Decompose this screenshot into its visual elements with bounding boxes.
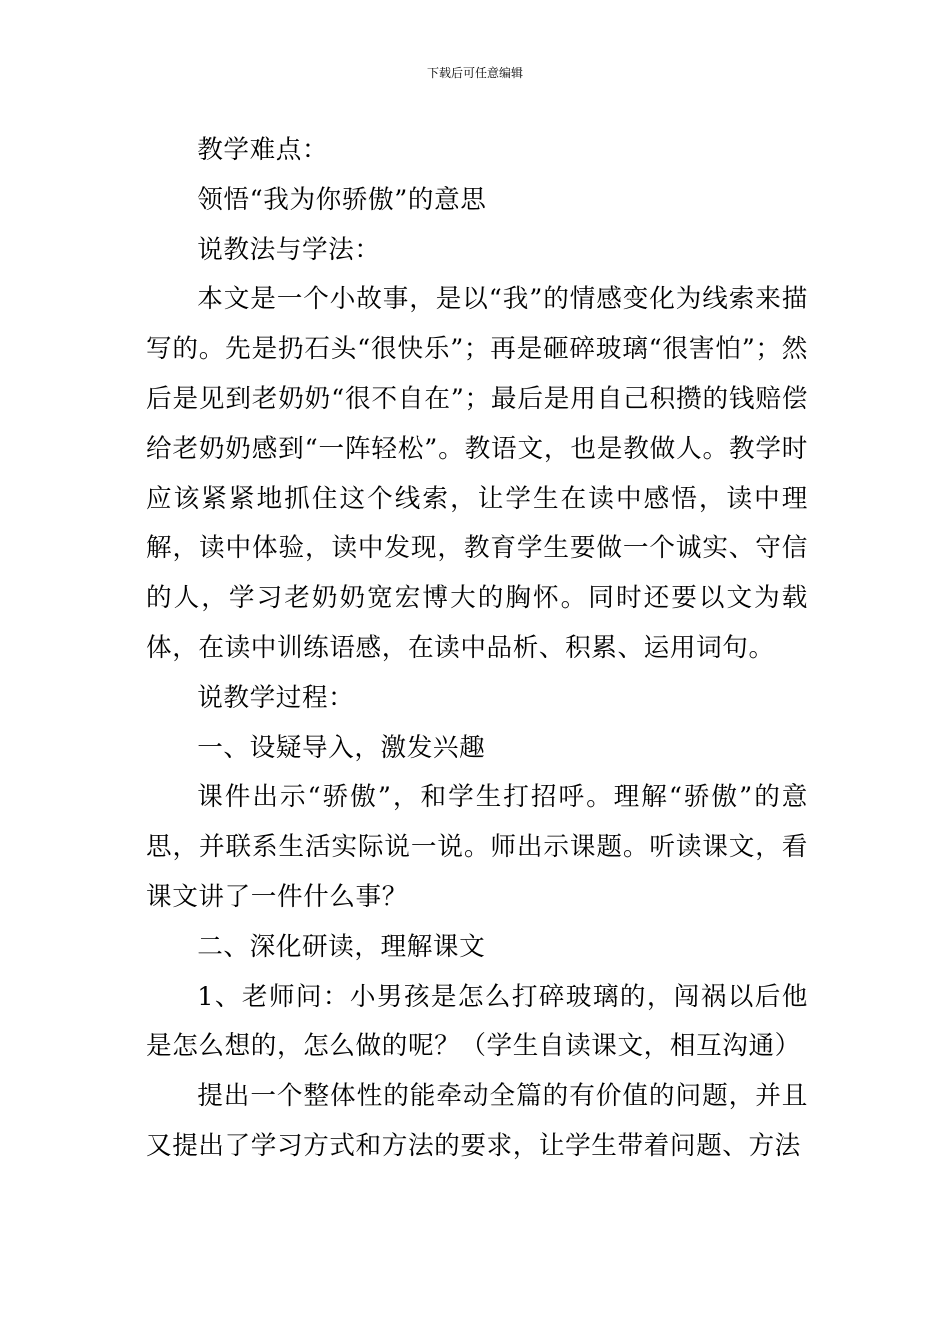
document-body	[146, 126, 808, 1172]
paragraph-teaching-difficulty-heading: 教学难点：	[197, 135, 329, 165]
paragraph-question-one-comment: 提出一个整体性的能牵动全篇的有价值的问题，并且又提出了学习方式和方法的要求，让学生带着问题、方法	[146, 1081, 808, 1161]
paragraph-section-one-body: 课件出示“骄傲”，和学生打招呼。理解“骄傲”的意思，并联系生活实际说一说。师出示课题。听读课文，看课文讲了一件什么事？	[146, 782, 808, 912]
page-header: 下载后可任意编辑	[426, 66, 523, 80]
paragraph-section-one-heading: 一、设疑导入，激发兴趣	[197, 732, 486, 763]
paragraph-methods-body: 本文是一个小故事，是以“我”的情感变化为线索来描写的。先是扔石头“很快乐”；再是砸碎玻璃“很害怕”；然后是见到老奶奶“很不自在”；最后是用自己积攒的钱赔偿给老奶奶感到“一阵轻松”。教语文，也是教做人。教学时应该紧紧地抓住这个线索，让学生在读中感悟，读中理解，读中体验，读中发现，教育学生要做一个诚实、守信的人，学习老奶奶宽宏博大的胸怀。同时还要以文为载体，在读中训练语感，在读中品析、积累、运用词句。	[146, 284, 808, 663]
paragraph-section-two-heading: 二、深化研读，理解课文	[197, 931, 486, 962]
paragraph-methods-heading: 说教法与学法：	[197, 234, 381, 265]
paragraph-teaching-difficulty: 领悟“我为你骄傲”的意思	[197, 184, 487, 215]
paragraph-question-one: 1、老师问：小男孩是怎么打碎玻璃的，闯祸以后他是怎么想的，怎么做的呢？（学生自读课文，相互沟通）	[146, 981, 808, 1062]
paragraph-process-heading: 说教学过程：	[197, 682, 355, 713]
